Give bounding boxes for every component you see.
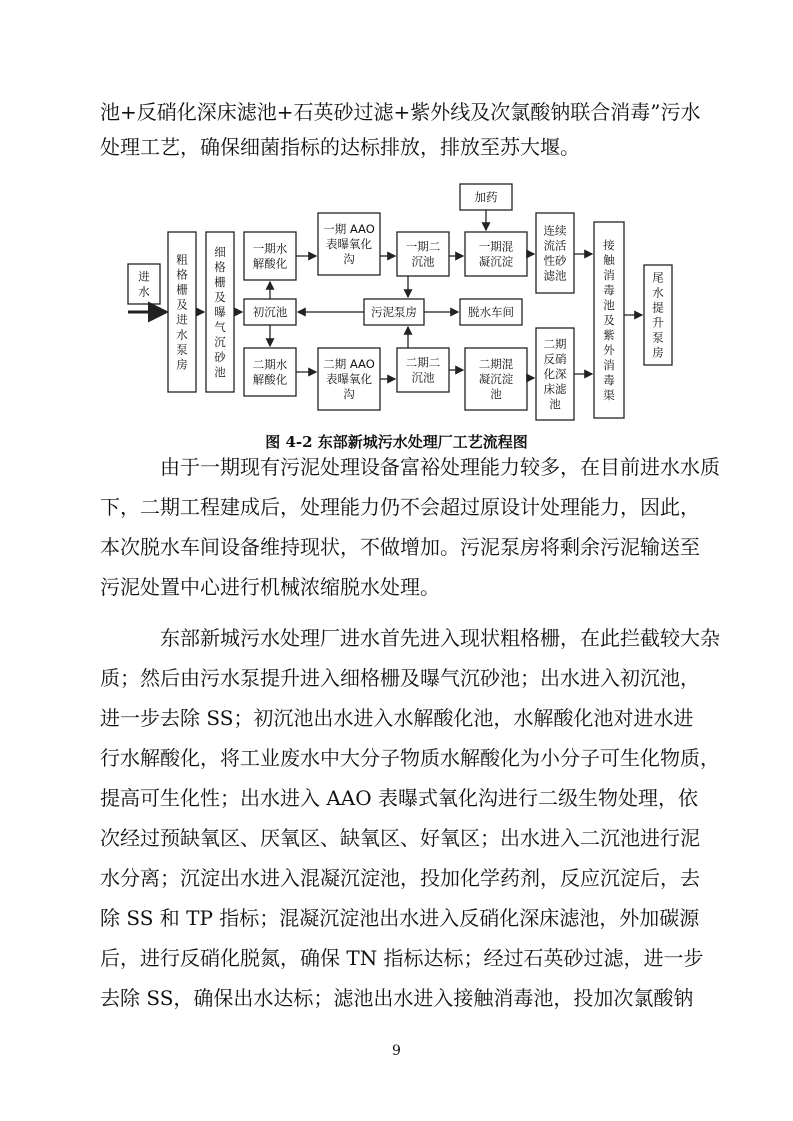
flow-node-hydro1: [244, 232, 296, 280]
flow-node-coag1: [465, 232, 527, 276]
flow-node-coag2: [465, 348, 527, 410]
body-paragraph-1: [100, 451, 720, 604]
flow-node-label: 床滤: [543, 382, 567, 396]
body-line: 行水解酸化，将工业废水中大分子物质水解酸化为小分子可生化物质，: [100, 746, 720, 770]
flow-node-dewater: [460, 299, 522, 325]
flow-node-label: 砂: [214, 350, 226, 364]
flow-node-aao1: [318, 213, 380, 275]
flow-node-label: 粗: [176, 252, 188, 267]
flow-node-label: 曝: [214, 305, 226, 319]
flow-node-label: 泵: [176, 342, 188, 357]
body-line: 下，二期工程建成后，处理能力仍不会超过原设计处理能力，因此，: [100, 495, 700, 519]
flow-node-label: 表曝氧化: [326, 372, 372, 386]
flow-node-label: 格: [176, 267, 188, 282]
flow-node-label: 解酸化: [252, 256, 288, 271]
process-flow-diagram: [122, 180, 682, 425]
flow-node-label: 反硝: [543, 352, 567, 366]
flow-node-label: 池: [490, 387, 502, 401]
flow-node-label: 提: [652, 300, 664, 315]
flow-node-label: 流活: [543, 238, 567, 253]
flow-node-tail: [644, 265, 672, 365]
body-line: 由于一期现有污泥处理设备富裕处理能力较多，在目前进水水质: [160, 455, 720, 479]
flow-node-label: 毒: [603, 373, 615, 387]
flow-node-label: 初沉池: [252, 305, 288, 319]
flow-node-label: 二期: [543, 337, 567, 351]
flow-node-label: 表曝氧化: [326, 237, 372, 251]
flow-node-label: 沉池: [411, 370, 435, 385]
flow-node-denit: [536, 328, 574, 420]
body-line: 本次脱水车间设备维持现状，不做增加。污泥泵房将剩余污泥输送至: [100, 535, 700, 559]
flow-node-label: 凝沉淀: [478, 254, 514, 269]
flow-node-label: 解酸化: [252, 372, 288, 387]
body-paragraph-2: [100, 622, 720, 1015]
flow-node-label: 紫: [603, 328, 615, 342]
body-line: 污泥处置中心进行机械浓缩脱水处理。: [100, 575, 440, 599]
intro-line: 池+反硝化深床滤池+石英砂过滤+紫外线及次氯酸钠联合消毒”污水: [100, 100, 701, 124]
flow-node-label: 水: [652, 285, 664, 300]
flow-node-label: 二期水: [252, 357, 288, 372]
flow-node-label: 池: [214, 365, 226, 379]
flow-node-label: 沟: [343, 387, 355, 401]
body-line: 次经过预缺氧区、厌氧区、缺氧区、好氧区；出水进入二沉池进行泥: [100, 826, 700, 850]
flow-node-label: 二期二: [405, 355, 441, 370]
flow-node-label: 沟: [343, 252, 355, 266]
flow-node-label: 池: [603, 298, 615, 312]
flow-node-label: 一期二: [405, 239, 441, 254]
body-line: 东部新城污水处理厂进水首先进入现状粗格栅，在此拦截较大杂: [160, 626, 720, 650]
flow-node-label: 格: [214, 260, 226, 274]
flow-node-sec2: [397, 348, 449, 392]
body-line: 进一步去除 SS；初沉池出水进入水解酸化池，水解酸化池对进水进: [100, 706, 694, 730]
flow-node-label: 房: [652, 345, 664, 360]
body-line: 质；然后由污水泵提升进入细格栅及曝气沉砂池；出水进入初沉池，: [100, 666, 700, 690]
flow-node-coarse: [168, 232, 196, 392]
flow-node-label: 栅: [214, 275, 226, 289]
flow-node-primary: [244, 299, 296, 325]
flow-node-label: 凝沉淀: [478, 372, 514, 386]
flow-node-label: 毒: [603, 283, 615, 297]
body-line: 去除 SS，确保出水达标；滤池出水进入接触消毒池，投加次氯酸钠: [100, 986, 694, 1010]
flow-node-label: 及: [603, 313, 615, 327]
flow-node-label: 升: [652, 315, 664, 330]
figure-caption: 图 4-2 东部新城污水处理厂工艺流程图: [265, 433, 528, 451]
flow-node-label: 水: [138, 284, 150, 299]
body-line: 水分离；沉淀出水进入混凝沉淀池，投加化学药剂，反应沉淀后，去: [100, 866, 700, 890]
flow-node-label: 消: [603, 268, 615, 282]
flow-node-label: 一期水: [252, 241, 288, 256]
flow-node-label: 栅: [176, 282, 188, 297]
flow-node-label: 消: [603, 358, 615, 372]
flow-node-contact: [594, 222, 624, 418]
flow-node-label: 化深: [543, 367, 567, 381]
flow-node-label: 泵: [652, 330, 664, 345]
flow-node-aao2: [318, 348, 380, 410]
flow-node-label: 进: [176, 312, 188, 327]
flow-node-label: 及: [214, 290, 226, 304]
body-line: 后，进行反硝化脱氮，确保 TN 指标达标；经过石英砂过滤，进一步: [100, 946, 704, 970]
body-line: 提高可生化性；出水进入 AAO 表曝式氧化沟进行二级生物处理，依: [100, 786, 698, 810]
flow-node-label: 触: [603, 253, 615, 267]
flow-node-sludge-pump: [364, 299, 424, 325]
intro-paragraph: [100, 96, 700, 164]
flow-node-label: 及: [176, 297, 188, 312]
flow-node-label: 加药: [474, 190, 498, 204]
intro-line: 处理工艺，确保细菌指标的达标排放，排放至苏大堰。: [100, 135, 580, 159]
flow-node-label: 一期混: [478, 239, 514, 254]
flow-node-sand: [536, 213, 574, 293]
flow-node-sec1: [397, 232, 449, 276]
flow-node-label: 沉: [214, 335, 226, 349]
flow-node-label: 外: [603, 343, 615, 357]
flow-node-label: 尾: [652, 270, 664, 285]
flow-node-label: 接: [603, 238, 615, 252]
flow-node-label: 二期混: [478, 357, 514, 371]
flow-node-label: 池: [549, 397, 561, 411]
flow-node-label: 沉池: [411, 254, 435, 269]
flow-node-label: 连续: [543, 223, 567, 238]
flow-node-label: 二期 AAO: [323, 357, 375, 371]
flow-node-label: 渠: [603, 388, 615, 402]
flow-node-label: 气: [214, 320, 226, 334]
flow-node-label: 房: [176, 357, 188, 372]
body-line: 除 SS 和 TP 指标；混凝沉淀池出水进入反硝化深床滤池，外加碳源: [100, 906, 700, 930]
flow-node-label: 水: [176, 327, 188, 342]
flow-node-label: 进: [138, 269, 150, 284]
flow-node-dosing: [460, 184, 512, 210]
flow-node-label: 污泥泵房: [371, 305, 417, 319]
flow-node-label: 脱水车间: [468, 305, 514, 319]
flow-node-hydro2: [244, 348, 296, 396]
flow-node-label: 性砂: [543, 253, 567, 268]
flow-node-label: 一期 AAO: [323, 222, 375, 236]
flow-node-inlet: [128, 264, 160, 304]
flow-node-label: 细: [214, 245, 226, 259]
page-number: 9: [392, 1043, 401, 1059]
flow-node-fine: [206, 232, 234, 392]
flow-node-label: 滤池: [543, 268, 567, 283]
